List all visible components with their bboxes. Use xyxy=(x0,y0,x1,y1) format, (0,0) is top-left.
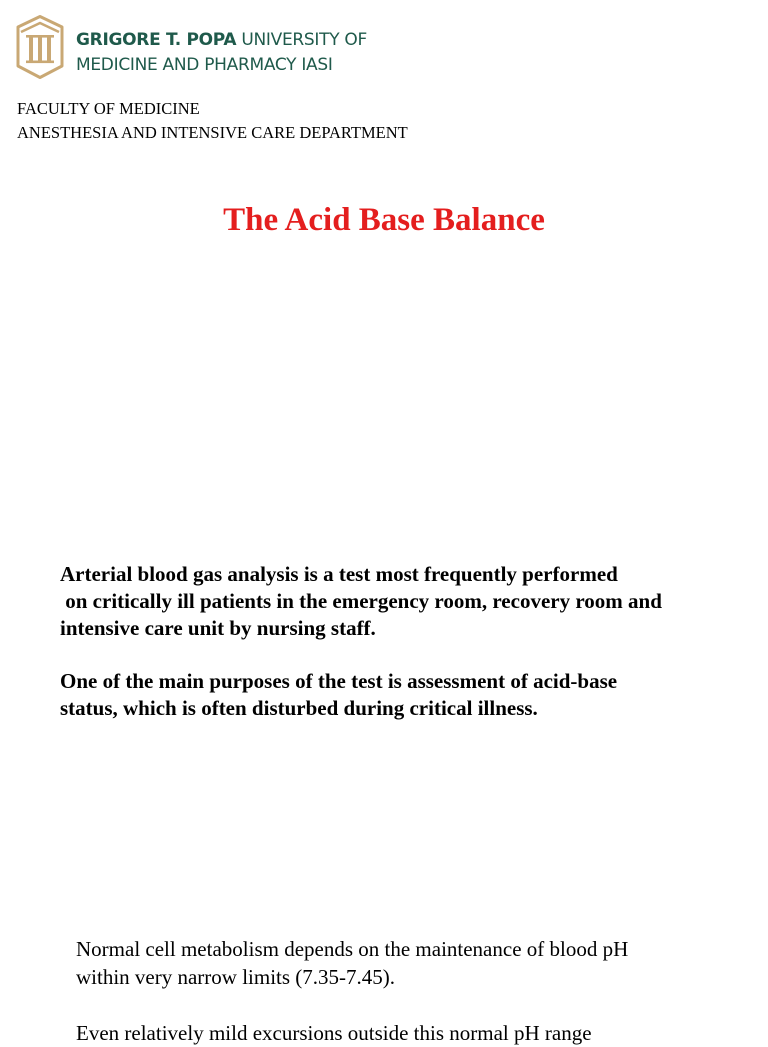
university-name-line-2: MEDICINE AND PHARMACY IASI xyxy=(76,55,333,75)
intro-paragraph-2-line-2: status, which is often disturbed during critical illness. xyxy=(60,696,538,720)
university-name-line-1 xyxy=(76,28,367,53)
university-name-rest: UNIVERSITY OF xyxy=(236,30,367,50)
intro-paragraph-1-line-3: intensive care unit by nursing staff. xyxy=(60,616,376,640)
university-logo xyxy=(16,15,367,79)
faculty-header xyxy=(17,97,408,145)
document-title: The Acid Base Balance xyxy=(223,202,545,238)
body-paragraph-2-partial: Even relatively mild excursions outside this normal pH range xyxy=(76,1021,592,1045)
body-paragraph-1-line-1: Normal cell metabolism depends on the maintenance of blood pH xyxy=(76,937,629,961)
intro-paragraph-1-line-1: Arterial blood gas analysis is a test most frequently performed xyxy=(60,562,618,586)
faculty-name: FACULTY OF MEDICINE xyxy=(17,99,200,118)
university-name xyxy=(76,28,367,78)
body-paragraph-1-line-2: within very narrow limits (7.35-7.45). xyxy=(76,965,396,989)
intro-section xyxy=(60,561,740,722)
university-emblem-icon xyxy=(16,15,64,79)
intro-paragraph-2-line-1: One of the main purposes of the test is assessment of acid-base xyxy=(60,669,618,693)
body-section xyxy=(76,935,736,1047)
department-name: ANESTHESIA AND INTENSIVE CARE DEPARTMENT xyxy=(17,123,408,142)
university-name-bold: GRIGORE T. POPA xyxy=(76,30,237,50)
intro-paragraph-1-line-2: on critically ill patients in the emergency room, recovery room and xyxy=(60,589,662,613)
